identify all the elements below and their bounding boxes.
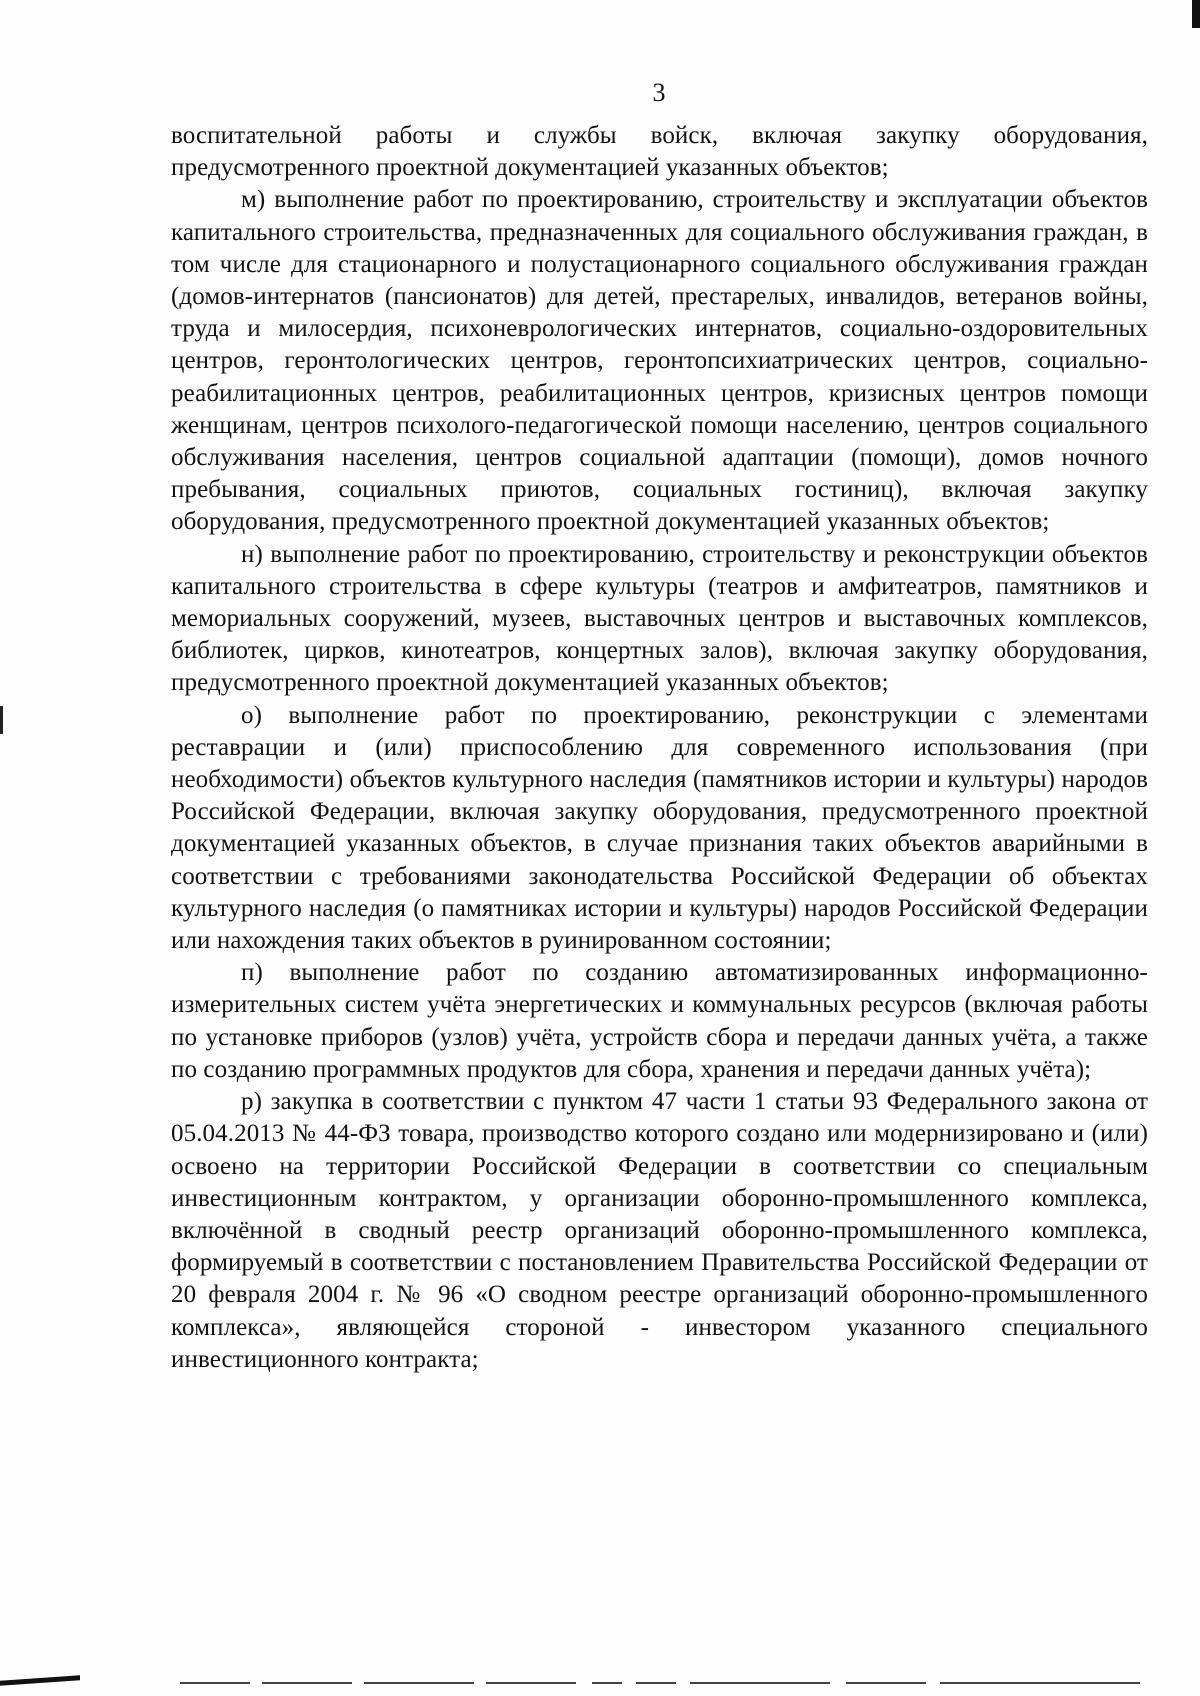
scan-bottom-dash	[486, 1682, 576, 1684]
scan-bottom-dash	[364, 1682, 474, 1684]
scan-bottom-dash	[636, 1682, 676, 1684]
scan-bottom-dash	[846, 1682, 926, 1684]
paragraph-n: н) выполнение работ по проектированию, строительству и реконструкции объектов капитального строительства в сфере культуры (театров и амфитеатров, памятников и мемориальных сооружений, музеев, выставочных центров и выставочных комплексов, библиотек, цирков, кинотеатров, концертных залов), включая закупку оборудования, предусмотренного проектной документацией указанных объектов;	[171, 540, 1148, 697]
scan-bottom-dash	[690, 1682, 830, 1684]
scan-bottom-dark-edge	[0, 1675, 80, 1686]
scan-bottom-dash	[592, 1682, 622, 1684]
paragraph-continuation: воспитательной работы и службы войск, включая закупку оборудования, предусмотренного проектной документацией указанных объектов;	[171, 122, 1148, 182]
paragraph-o: о) выполнение работ по проектированию, реконструкции с элементами реставрации и (или) приспособлению для современного использования (при необходимости) объектов культурного наследия (памятников истории и культуры) народов Российской Федерации, включая закупку оборудования, предусмотренного проектной документацией указанных объектов, в случае признания таких объектов аварийными в соответствии с требованиями законодательства Российской Федерации об объектах культурного наследия (о памятниках истории и культуры) народов Российской Федерации или нахождения таких объектов в руинированном состоянии;	[171, 701, 1148, 955]
paragraph-r: р) закупка в соответствии с пунктом 47 части 1 статьи 93 Федерального закона от 05.04.2013 № 44-ФЗ товара, производство которого создано или модернизировано и (или) освоено на территории Российской Федерации в соответствии со специальным инвестиционным контрактом, у организации оборонно-промышленного комплекса, включённой в сводный реестр организаций оборонно-промышленного комплекса, формируемый в соответствии с постановлением Правительства Российской Федерации от 20 февраля 2004 г. № 96 «О сводном реестре организаций оборонно-промышленного комплекса», являющейся стороной - инвестором указанного специального инвестиционного контракта;	[171, 1088, 1148, 1373]
paragraph-p: п) выполнение работ по созданию автоматизированных информационно-измерительных систем учёта энергетических и коммунальных ресурсов (включая работы по установке приборов (узлов) учёта, устройств сбора и передачи данных учёта, а также по созданию программных продуктов для сбора, хранения и передачи данных учёта);	[171, 959, 1148, 1083]
scan-bottom-dash	[940, 1682, 1140, 1684]
paragraph-m: м) выполнение работ по проектированию, строительству и эксплуатации объектов капитального строительства, предназначенных для социального обслуживания граждан, в том числе для стационарного и полустационарного социального обслуживания граждан (домов-интернатов (пансионатов) для детей, престарелых, инвалидов, ветеранов войны, труда и милосердия, психоневрологических интернатов, социально-оздоровительных центров, геронтологических центров, геронтопсихиатрических центров, социально-реабилитационных центров, реабилитационных центров, кризисных центров помощи женщинам, центров психолого-педагогической помощи населению, центров социального обслуживания населения, центров социальной адаптации (помощи), домов ночного пребывания, социальных приютов, социальных гостиниц), включая закупку оборудования, предусмотренного проектной документацией указанных объектов;	[171, 186, 1148, 536]
scan-artifact-bottom-edge	[0, 1666, 1200, 1696]
page-number: 3	[652, 78, 666, 107]
scan-artifact-top-right	[1192, 0, 1200, 28]
scan-bottom-dash	[180, 1682, 250, 1684]
scan-artifact-left-margin	[0, 706, 3, 734]
document-body	[171, 120, 1148, 1376]
scan-bottom-dash	[262, 1682, 352, 1684]
